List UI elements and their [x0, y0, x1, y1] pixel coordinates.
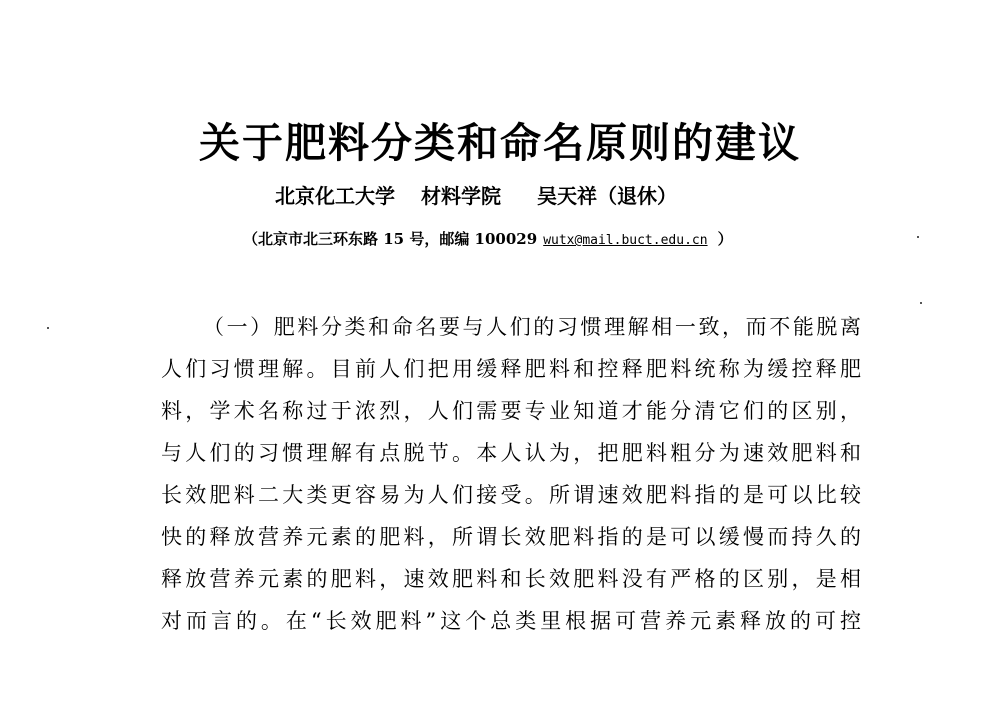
body-paragraph: [161, 306, 861, 642]
body-line: 释放营养元素的肥料，速效肥料和长效肥料没有严格的区别，是相: [161, 567, 861, 591]
scan-speck: [917, 236, 919, 238]
address-line: [243, 228, 733, 250]
email-address[interactable]: wutx@mail.buct.edu.cn: [543, 233, 708, 248]
postal-address: 北京市北三环东路 15 号，邮编 100029: [258, 230, 538, 248]
address-open-paren: （: [243, 230, 259, 248]
address-close-paren: ）: [717, 230, 733, 248]
body-line: 快的释放营养元素的肥料，所谓长效肥料指的是可以缓慢而持久的: [161, 525, 861, 549]
body-line: 与人们的习惯理解有点脱节。本人认为，把肥料粗分为速效肥料和: [161, 441, 861, 465]
body-line: 料，学术名称过于浓烈，人们需要专业知道才能分清它们的区别，: [161, 399, 861, 423]
scan-speck: [47, 327, 49, 329]
body-line: 对而言的。在“长效肥料”这个总类里根据可营养元素释放的可控: [161, 609, 861, 633]
author-name: 吴天祥（退休）: [537, 184, 677, 208]
document-title: 关于肥料分类和命名原则的建议: [199, 119, 801, 167]
scan-speck: [920, 302, 922, 304]
university-name: 北京化工大学: [275, 184, 395, 208]
body-line: （一）肥料分类和命名要与人们的习惯理解相一致，而不能脱离: [203, 315, 861, 339]
body-line: 人们习惯理解。目前人们把用缓释肥料和控释肥料统称为缓控释肥: [161, 357, 861, 381]
body-line: 长效肥料二大类更容易为人们接受。所谓速效肥料指的是可以比较: [161, 483, 861, 507]
school-name: 材料学院: [421, 184, 501, 208]
author-line: [275, 181, 677, 211]
